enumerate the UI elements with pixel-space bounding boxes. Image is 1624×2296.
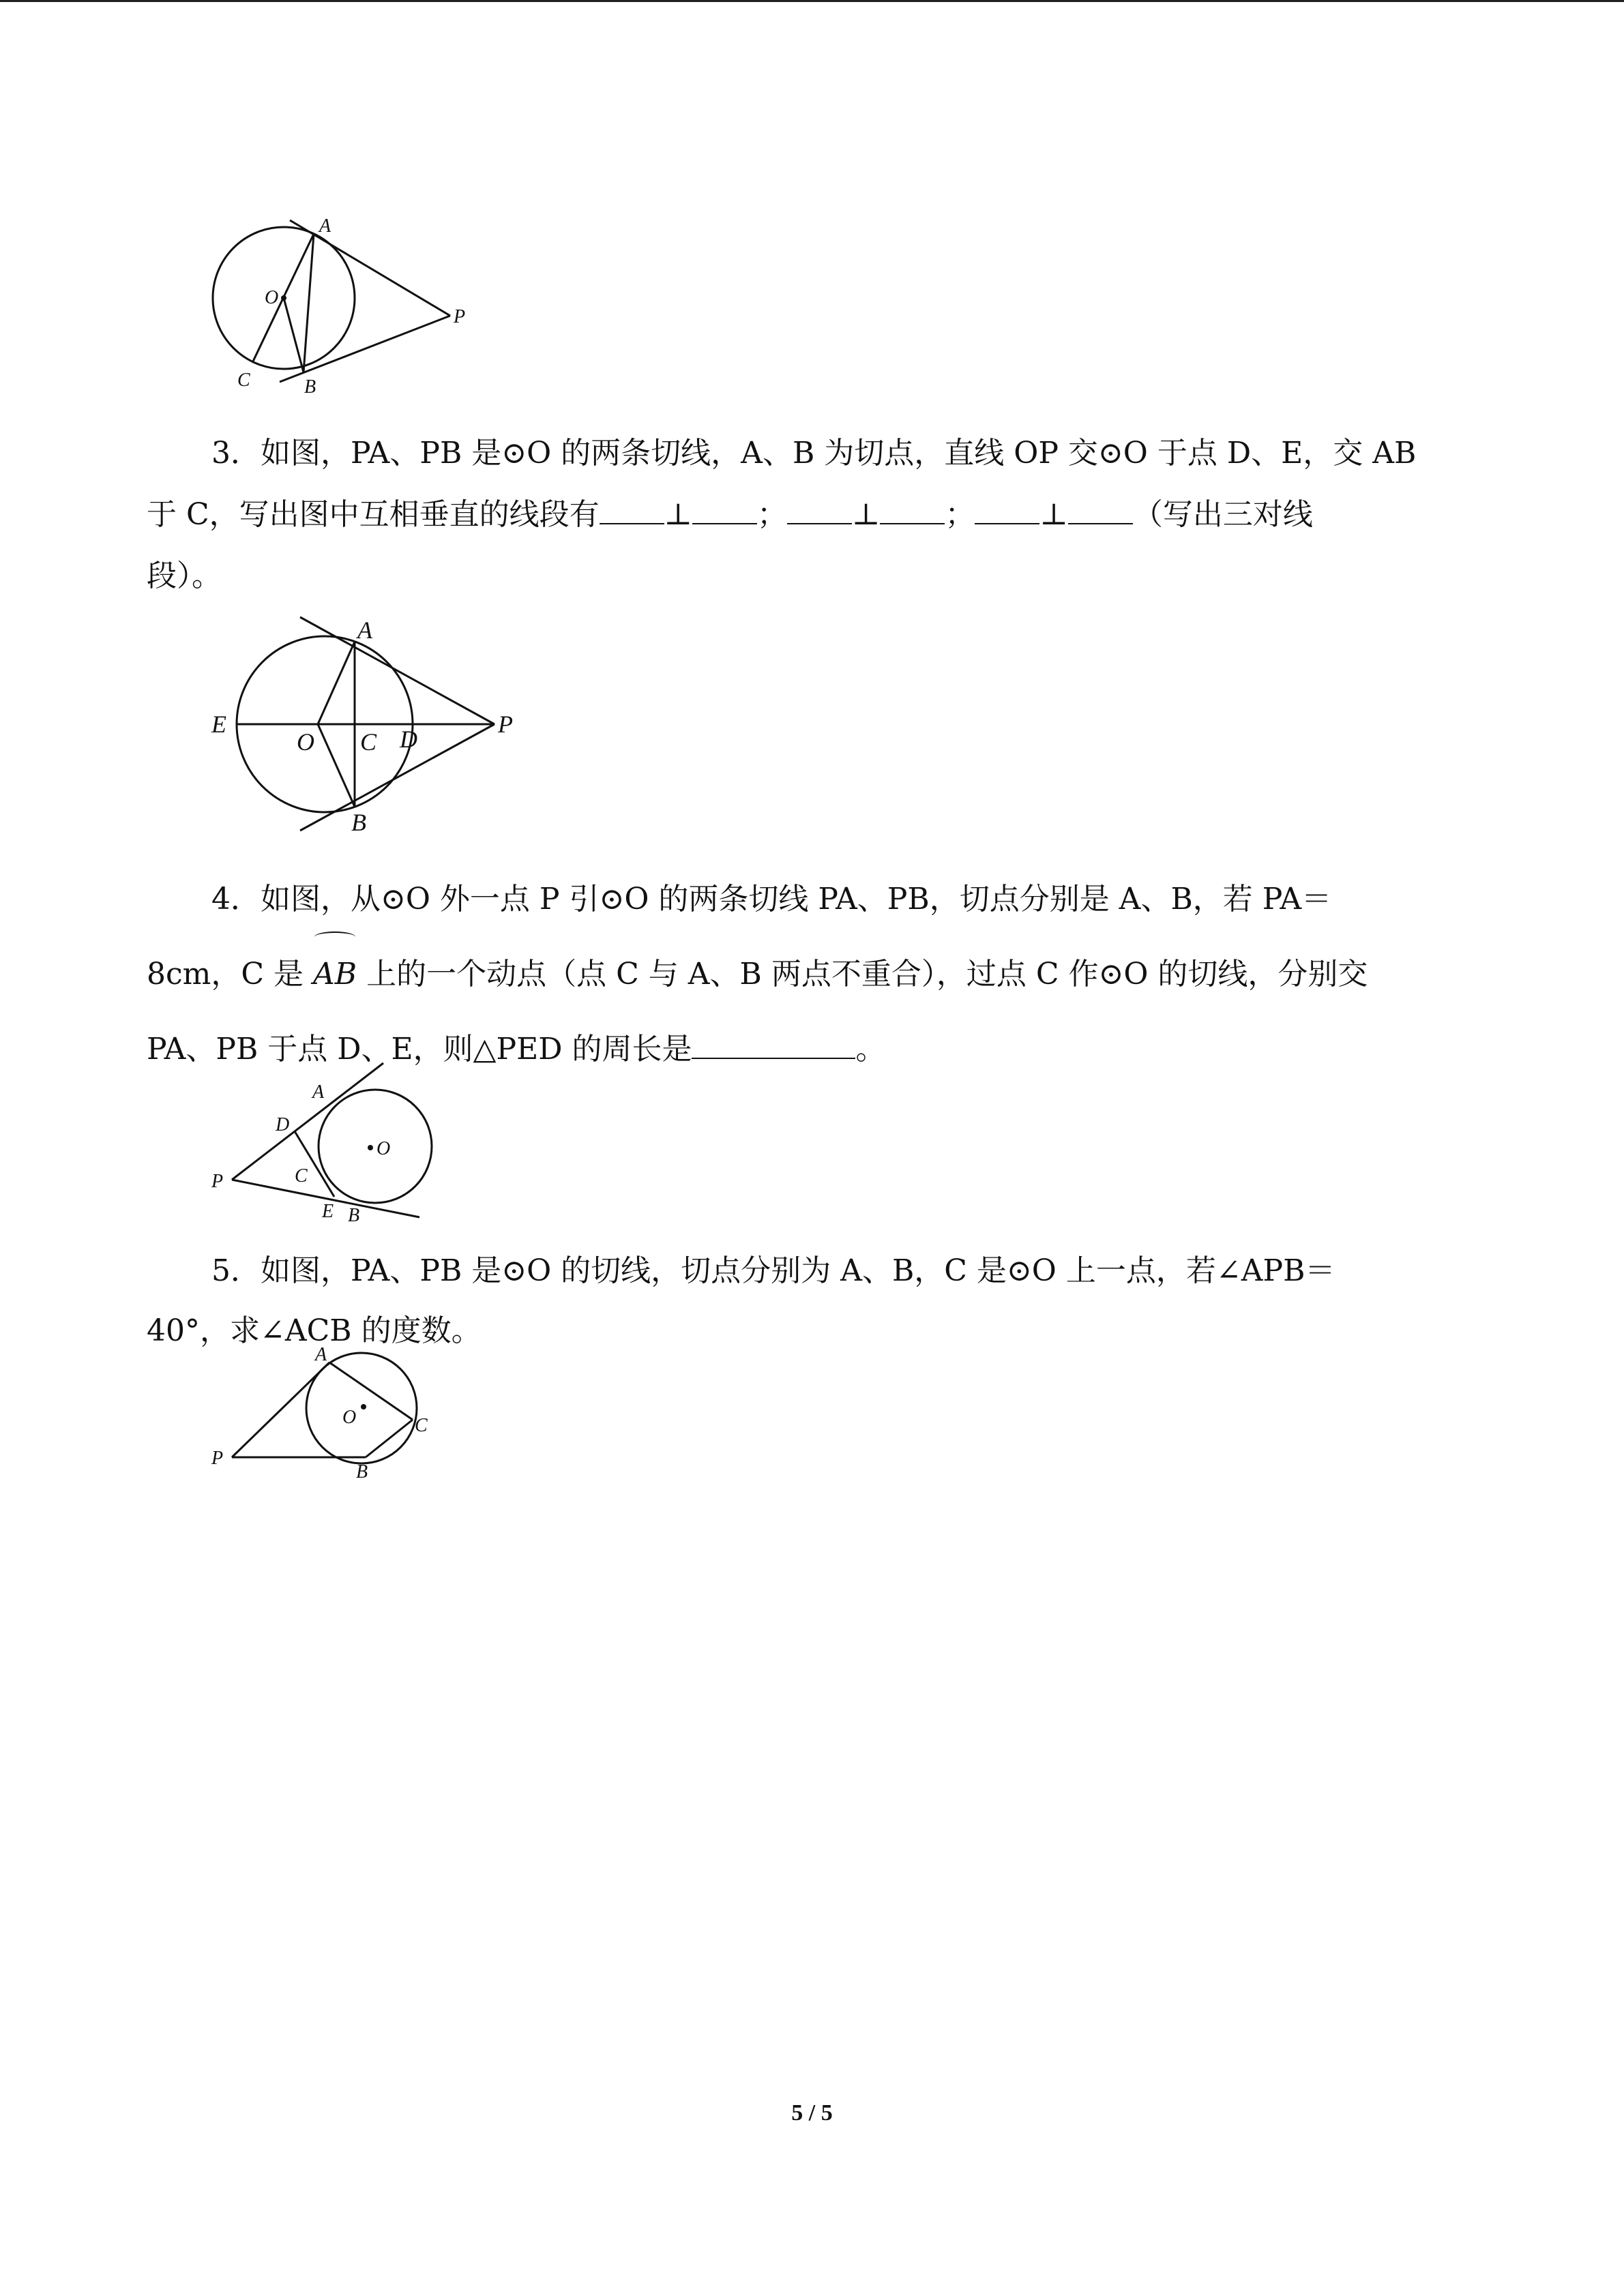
perp-symbol: ⊥	[664, 497, 693, 532]
label-a: A	[357, 616, 372, 644]
label-o: O	[265, 287, 279, 308]
period: 。	[855, 1032, 886, 1067]
answer-blank[interactable]	[692, 493, 757, 524]
label-b: B	[304, 376, 316, 398]
figure-q4	[205, 1060, 437, 1231]
question-3	[147, 423, 1483, 607]
label-o: O	[297, 728, 314, 756]
answer-blank[interactable]	[600, 493, 664, 524]
tangent-diagram-q5	[205, 1347, 450, 1483]
label-p: P	[454, 306, 466, 327]
label-c: C	[237, 370, 250, 391]
q3-text: 于 C，写出图中互相垂直的线段有	[147, 497, 600, 532]
label-o: O	[342, 1407, 357, 1428]
q3-line-3: 段）。	[147, 558, 222, 593]
q3-text-end: （写出三对线	[1132, 497, 1313, 532]
answer-blank[interactable]	[787, 493, 852, 524]
q3-line-2	[147, 484, 1483, 546]
q5-line-2: 40°，求∠ACB 的度数。	[147, 1313, 482, 1348]
label-e: E	[211, 711, 226, 738]
separator: ；	[945, 497, 975, 532]
label-d: D	[400, 726, 417, 753]
label-o: O	[377, 1138, 391, 1159]
figure-q2	[205, 211, 491, 402]
radius-ob	[318, 724, 355, 807]
label-b: B	[348, 1205, 360, 1226]
radius-oa	[318, 642, 355, 724]
label-p: P	[211, 1171, 224, 1192]
perp-symbol: ⊥	[852, 497, 881, 532]
radius-ob	[284, 298, 304, 372]
label-c: C	[295, 1165, 308, 1187]
tangent-pa	[232, 1362, 329, 1457]
answer-blank[interactable]	[975, 493, 1039, 524]
answer-blank[interactable]	[1068, 493, 1133, 524]
label-c: C	[415, 1415, 428, 1436]
q3-line-1: 3．如图，PA、PB 是⊙O 的两条切线，A、B 为切点，直线 OP 交⊙O 于点 D、E，交 AB	[211, 436, 1417, 471]
label-b: B	[351, 809, 366, 836]
figure-q3	[205, 614, 532, 839]
center-point	[281, 295, 286, 301]
label-c: C	[360, 728, 377, 756]
tangent-pa	[232, 1063, 383, 1180]
answer-blank[interactable]	[692, 1028, 855, 1059]
tangent-diagram-q2	[205, 211, 491, 402]
q4-text-cont: 上的一个动点（点 C 与 A、B 两点不重合），过点 C 作⊙O 的切线，分别交	[366, 957, 1368, 992]
top-border	[0, 0, 1624, 2]
tangent-pa	[300, 617, 494, 724]
q4-line-1: 4．如图，从⊙O 外一点 P 引⊙O 的两条切线 PA、PB，切点分别是 A、B，若 PA＝	[211, 882, 1332, 916]
q4-text: 8cm，C 是	[147, 957, 304, 992]
question-4	[147, 862, 1483, 1087]
label-b: B	[356, 1461, 368, 1482]
label-d: D	[276, 1114, 290, 1135]
figure-q5	[205, 1347, 450, 1483]
perp-symbol: ⊥	[1039, 497, 1068, 532]
tangent-diagram-q4	[205, 1060, 437, 1231]
circle-o	[319, 1090, 432, 1203]
chord-ab	[304, 234, 314, 372]
center-point	[368, 1145, 373, 1150]
tangent-diagram-q3	[205, 614, 532, 839]
answer-blank[interactable]	[880, 493, 945, 524]
q4-line-2	[147, 937, 1483, 1012]
label-p: P	[211, 1448, 224, 1469]
center-point	[361, 1404, 366, 1410]
arc-ab: AB	[313, 937, 357, 1012]
page-number: 5 / 5	[791, 2100, 833, 2126]
separator: ；	[757, 497, 788, 532]
tangent-de	[295, 1131, 334, 1197]
label-a: A	[312, 1082, 325, 1103]
label-p: P	[498, 711, 513, 738]
question-5	[147, 1241, 1483, 1361]
label-a: A	[315, 1347, 327, 1365]
chord-bc	[366, 1420, 413, 1457]
tangent-pb	[300, 724, 494, 831]
q5-line-1: 5．如图，PA、PB 是⊙O 的切线，切点分别为 A、B，C 是⊙O 上一点，若∠APB＝	[211, 1253, 1335, 1288]
q4-text-end: PA、PB 于点 D、E，则△PED 的周长是	[147, 1032, 692, 1067]
label-e: E	[322, 1201, 334, 1222]
label-a: A	[319, 215, 331, 237]
